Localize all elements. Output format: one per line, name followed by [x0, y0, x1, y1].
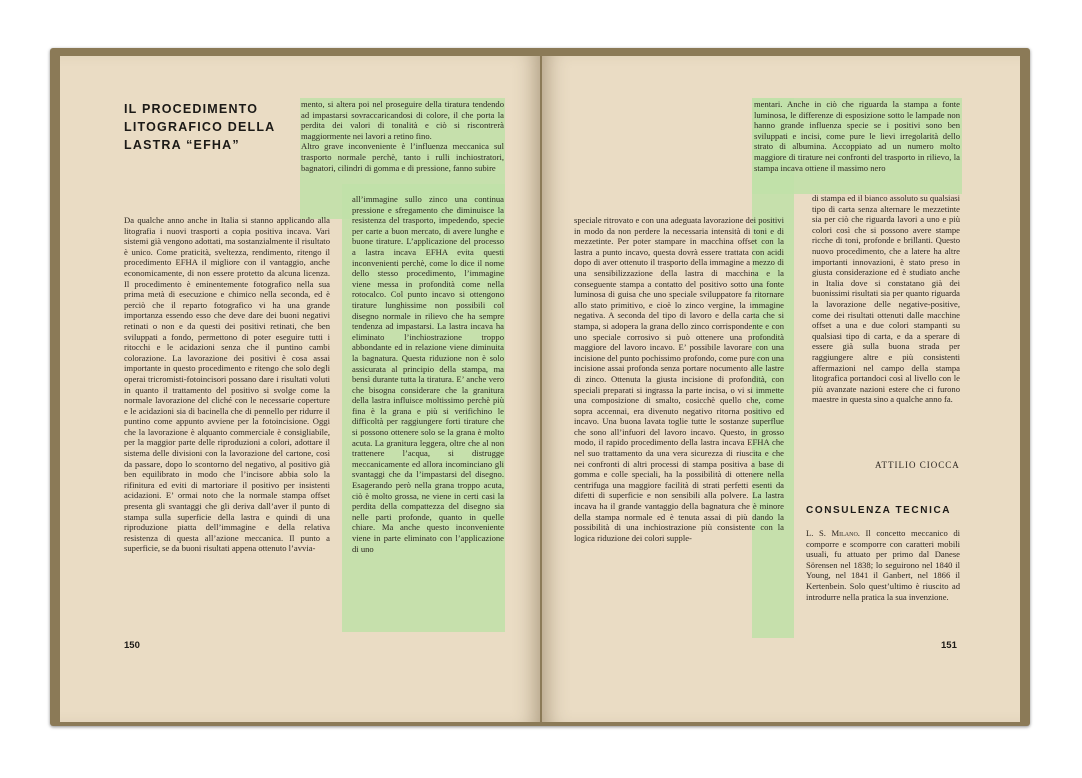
left-column-2-top — [301, 99, 504, 173]
right-column-1 — [574, 215, 784, 543]
right-column-2-para-1: mentari. Anche in ciò che riguarda la stampa a fonte luminosa, le differenze di esposizione sotto le lampade non hanno grande influenza specie se i positivi sono ben sviluppati e incisi, come pure le lievi irregolarità dello strato di albumina. Accoppiato ad un numero molto maggiore di tirature nei confronti del trasporto in rilievo, la stampa incava ottiene il massimo nero — [754, 99, 960, 173]
left-column-2-para-1: mento, si altera poi nel proseguire della tiratura tendendo ad impastarsi sovraccaricandosi di colore, il che porta la perdita dei valori di tonalità e ciò si riscontrerà maggiormente nei lavori a retino fino. — [301, 99, 504, 141]
right-column-2-para-2: di stampa ed il bianco assoluto su qualsiasi tipo di carta senza alternare le mezzetinte sia per ciò che riguarda lavori a uno e più colori così che si possono avere stampe ricche di toni, profonde e brillanti. Questo nuovo procedimento, che a latere ha altre importanti innovazioni, è stato preso in giusta considerazione ed è studiato anche in Italia dove si constatano già dei buonissimi risultati sia per quanto riguarda la lavorazione delle negative-positive, come dei risultati ottenuti dalle macchine offset a una e due colori stampanti su qualsiasi tipo di carta, e da a sperare di essere già sulla buona strada per raggiungere altre e più consistenti affermazioni nel campo della stampa litografica portandoci così al livello con le più avanzate nazioni estere che ci furono maestre in questa sino a qualche anno fa. — [812, 193, 960, 405]
article-title — [124, 100, 304, 154]
author-signature: ATTILIO CIOCCA — [875, 460, 960, 470]
right-column-2-top — [754, 99, 960, 173]
title-line-1: IL PROCEDIMENTO — [124, 102, 259, 116]
left-page — [60, 56, 540, 722]
consulenza-column — [806, 528, 960, 602]
consulenza-text: Il concetto meccanico di comporre e scomporre con caratteri mobili usuali, fu attuato per primo dal Danese Sörensen nel 1838; lo seguirono nel 1840 il Young, nel 1841 il Ganbert, nel 1866 il Kertenbein. Solo quest’ultimo è riuscito ad introdurre nella pratica la sua invenzione. — [806, 528, 961, 602]
title-line-2: LITOGRAFICO DELLA — [124, 120, 276, 134]
page-number-right: 151 — [941, 640, 957, 651]
title-line-3: LASTRA “EFHA” — [124, 138, 240, 152]
right-column-2-bottom — [812, 193, 960, 405]
section-title: CONSULENZA TECNICA — [806, 505, 952, 516]
left-column-2-bottom — [352, 194, 504, 554]
left-column-1 — [124, 215, 330, 554]
right-column-1-text: speciale ritrovato e con una adeguata lavorazione dei positivi in modo da non perdere la necessaria intensità di toni e di mezzetinte. Per poter stampare in macchina offset con la lastra a punto incavo, questa dovrà essere trattata con acidi dopo di aver ottenuto il trasporto della immagine a mezzo di una sensibilizzazione della lastra di macchina e la conseguente stampa a contatto del positivo sotto una fonte luminosa di guisa che uno speciale sviluppatore fa ritornare allo stato primitivo, e cioè lo zinco vergine, la immagine negativa. A seconda del tipo di lavoro e della carta che si stampa, si adopera la grana dello zinco corrispondente e con uno speciale corrosivo si può ottenere una profondità maggiore del lavoro incavo. E’ possibile lavorare con una incisione del punto pochissimo profondo, come pure con una incisione assai profonda senza portare nocumento alle lastre di zinco. Ottenuta la giusta incisione di profondità, con speciali preparati si ingrassa la parte incisa, o vi si immette una composizione di smalto, cosicchè quello che, come sopra accennai, era divenuto negativo ritorna positivo ed incavo. Una buona lavata toglie tutte le sostanze superflue che sono all’infuori del lavoro incavo. Questo, in grosso modo, il rapido procedimento della lastra incava EFHA che nel suo trattamento da una vera sicurezza di riuscita e che nei confronti di altri processi di stampa positiva a base di gomma e colle speciali, ha la possibilità di ottenere nella centrifuga una maggiore facilità di strati perfetti esenti da difetti di superficie e non sensibili alla polvere. La lastra incava ha il grande vantaggio della bagnatura che è minore della stampa normale ed è tenuta assai di più dando la possibilità di una inchiostrazione più consistente con la logica riduzione dei colori supple- — [574, 215, 784, 543]
left-column-2-para-2: Altro grave inconveniente è l’influenza meccanica sul trasporto normale perchè, tanto i rulli inchiostratori, bagnatori, cilindri di gomma e di pressione, fanno subire — [301, 141, 504, 173]
consulenza-paragraph — [806, 528, 960, 602]
page-number-left: 150 — [124, 640, 140, 651]
consulenza-initials: L. S. Milano. — [806, 528, 860, 538]
left-column-1-text: Da qualche anno anche in Italia si stanno applicando alla litografia i nuovi trasporti a copia positiva incava. Vari sistemi già vengono adottati, ma sostanzialmente il risultato è unico. Come praticità, sveltezza, rendimento, ritengo il procedimento EFHA il migliore con il vantaggio, anche economicamente, di non essere protetto da alcuna licenza. Il procedimento è eminentemente fotografico nella sua prima metà di esecuzione e chimico nella seconda, ed è perciò che il reparto fotografico vi ha una grande importanza essendo esso che deve dare dei buoni negativi retinati o non e da questi dei positivi retinati, che ben sviluppati a fondo, permettono di poter eseguire tutti i ritocchi e le acidazioni senza che il puntino cambi colorazione. La lavorazione dei positivi è cosa assai importante in questo procedimento e ritengo che solo degli operai tricromisti-fotoincisori possano dare i risultati voluti in quanto il trattamento del positivo si svolge come la normale lavorazione del cliché con le necessarie coperture e le acidazioni sia di bacinella che di pennello per ridurre il puntino come appunto avviene per la fotoincisione. Oggi che la lavorazione è alquanto commerciale è consigliabile, per la maggior parte delle riproduzioni a colori, adottare il sistema delle divisioni con la lavorazione del cartone, così da passare, dopo lo scontorno del negativo, al positivo già ben equilibrato in modo che l’incisore abbia solo la rifinitura ed eviti di martoriare il positivo per insistenti acidazioni. E’ ormai noto che la normale stampa offset presenta gli svantaggi che gli deriva dall’aver il punto di stampa sulla superficie della lastra e quindi di una riproduzione piatta dell’immagine e della relativa resistenza di questa all’azione meccanica. Il punto a superficie, se da buoni risultati appena ottenuto l’avvia- — [124, 215, 330, 554]
left-column-2-para-3: all’immagine sullo zinco una continua pressione e sfregamento che diminuisce la resistenza del trasporto, impedendo, specie per carte a buon mercato, di avere lunghe e buone tirature. L’applicazione del processo a lastra incava EFHA evita questi inconvenienti perchè, come lo dice il nome dello stesso procedimento, l’immagine viene messa in profondità come nella rotocalco. Col punto incavo si ottengono tirature lunghissime non possibili col disegno normale in rilievo che ha sempre tendenza ad impastarsi. La lastra incava ha eliminato l’inchiostrazione troppo abbondante ed in relazione viene diminuita la bagnatura. Questa riduzione non è solo assicurata al principio della stampa, ma bensì durante tutta la tiratura. E’ anche vero che bisogna considerare che la granitura della lastra influisce moltissimo perchè più fina è la grana e più si verifichino le difficoltà per raggiungere forti tirature che si possono ottenere solo se la grana è molto acuta. La granitura leggera, oltre che al non trattenere l’acqua, si distrugge meccanicamente ed allora incominciano gli svantaggi che da l’impastarsi del disegno. Esagerando però nella grana troppo acuta, ciò è molto grossa, ne viene in certi casi la perdita della compattezza del disegno sia nelle parti profonde, quanto in quelle chiare. Ma anche questo inconveniente viene in parte eliminato con l’applicazione di uno — [352, 194, 504, 554]
right-page — [542, 56, 1020, 722]
